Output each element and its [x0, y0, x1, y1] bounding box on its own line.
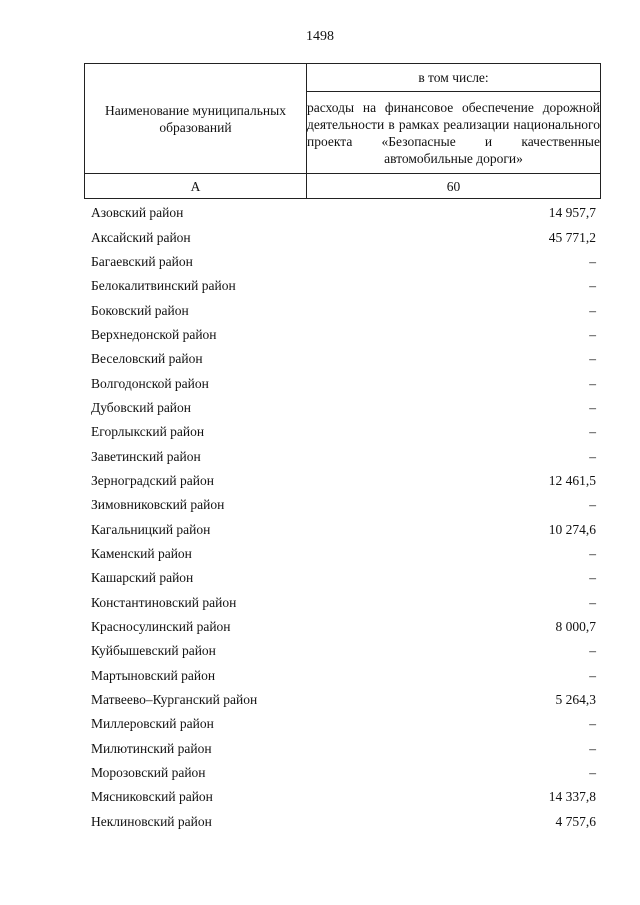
- table-row: [84, 664, 601, 688]
- row-value: –: [589, 326, 596, 342]
- row-name: Белокалитвинский район: [91, 278, 236, 294]
- row-value: –: [589, 643, 596, 659]
- row-value: –: [589, 497, 596, 513]
- column-code-value-text: 60: [446, 178, 461, 194]
- table-row: [84, 737, 601, 761]
- row-value: –: [589, 424, 596, 440]
- row-name: Мясниковский район: [91, 789, 213, 805]
- column-code-name-text: А: [190, 178, 201, 194]
- table-row: [84, 566, 601, 590]
- table-row: [84, 591, 601, 615]
- row-name: Милютинский район: [91, 740, 212, 756]
- row-name: Егорлыкский район: [91, 424, 205, 440]
- table-row: [84, 542, 601, 566]
- table-row: [84, 298, 601, 322]
- row-value: –: [589, 399, 596, 415]
- row-value: –: [589, 253, 596, 269]
- table-row: [84, 469, 601, 493]
- row-name: Морозовский район: [91, 765, 206, 781]
- row-value: –: [589, 740, 596, 756]
- column-code-value: [307, 174, 601, 199]
- row-name: Кагальницкий район: [91, 521, 211, 537]
- table-row: [84, 712, 601, 736]
- table-body: [84, 201, 601, 834]
- table-row: [84, 420, 601, 444]
- row-value: 5 264,3: [555, 692, 596, 708]
- table-row: [84, 444, 601, 468]
- row-name: Куйбышевский район: [91, 643, 216, 659]
- row-name: Боковский район: [91, 302, 189, 318]
- row-value: –: [589, 765, 596, 781]
- row-name: Азовский район: [91, 205, 184, 221]
- column-header-group-text: в том числе:: [418, 70, 489, 85]
- row-value: 14 957,7: [548, 205, 596, 221]
- table-row: [84, 615, 601, 639]
- column-header-description: [307, 92, 601, 174]
- table-row: [84, 639, 601, 663]
- column-code-name: [85, 174, 307, 199]
- table-row: [84, 810, 601, 834]
- table-row: [84, 396, 601, 420]
- column-header-name-text: Наименование муниципальных образований: [105, 102, 286, 135]
- row-name: Кашарский район: [91, 570, 194, 586]
- row-name: Зимовниковский район: [91, 497, 225, 513]
- row-name: Зерноградский район: [91, 472, 214, 488]
- row-value: –: [589, 278, 596, 294]
- row-value: 4 757,6: [555, 813, 596, 829]
- column-header-name: [85, 64, 307, 174]
- table-row: [84, 347, 601, 371]
- row-name: Дубовский район: [91, 399, 192, 415]
- table-row: [84, 785, 601, 809]
- table-row: [84, 371, 601, 395]
- row-value: –: [589, 545, 596, 561]
- table-row: [84, 225, 601, 249]
- table-row: [84, 250, 601, 274]
- row-name: Неклиновский район: [91, 813, 212, 829]
- row-value: –: [589, 570, 596, 586]
- row-name: Миллеровский район: [91, 716, 214, 732]
- row-name: Багаевский район: [91, 253, 193, 269]
- row-name: Веселовский район: [91, 351, 203, 367]
- row-name: Каменский район: [91, 545, 192, 561]
- table-row: [84, 323, 601, 347]
- row-value: –: [589, 594, 596, 610]
- row-name: Аксайский район: [91, 229, 191, 245]
- page-number: 1498: [306, 29, 334, 44]
- row-value: 12 461,5: [548, 472, 596, 488]
- table-row: [84, 688, 601, 712]
- row-value: 8 000,7: [555, 619, 596, 635]
- table-row: [84, 761, 601, 785]
- row-name: Матвеево–Курганский район: [91, 692, 258, 708]
- row-name: Верхнедонской район: [91, 326, 217, 342]
- row-name: Мартыновский район: [91, 667, 216, 683]
- row-value: –: [589, 351, 596, 367]
- table-row: [84, 201, 601, 225]
- table-row: [84, 493, 601, 517]
- column-header-description-text: расходы на финансовое обеспечение дорожной деятельности в рамках реализации национального проекта «Безопасные и качественные автомобильные дороги»: [307, 99, 600, 166]
- row-value: –: [589, 667, 596, 683]
- row-value: 45 771,2: [548, 229, 596, 245]
- table-header: [84, 63, 601, 199]
- row-name: Красносулинский район: [91, 619, 231, 635]
- column-header-group: [307, 64, 601, 92]
- row-name: Волгодонской район: [91, 375, 209, 391]
- row-value: –: [589, 448, 596, 464]
- table-row: [84, 517, 601, 541]
- table-row: [84, 274, 601, 298]
- row-value: –: [589, 716, 596, 732]
- row-value: 10 274,6: [548, 521, 596, 537]
- row-name: Заветинский район: [91, 448, 201, 464]
- row-value: –: [589, 375, 596, 391]
- row-value: –: [589, 302, 596, 318]
- row-name: Константиновский район: [91, 594, 237, 610]
- row-value: 14 337,8: [548, 789, 596, 805]
